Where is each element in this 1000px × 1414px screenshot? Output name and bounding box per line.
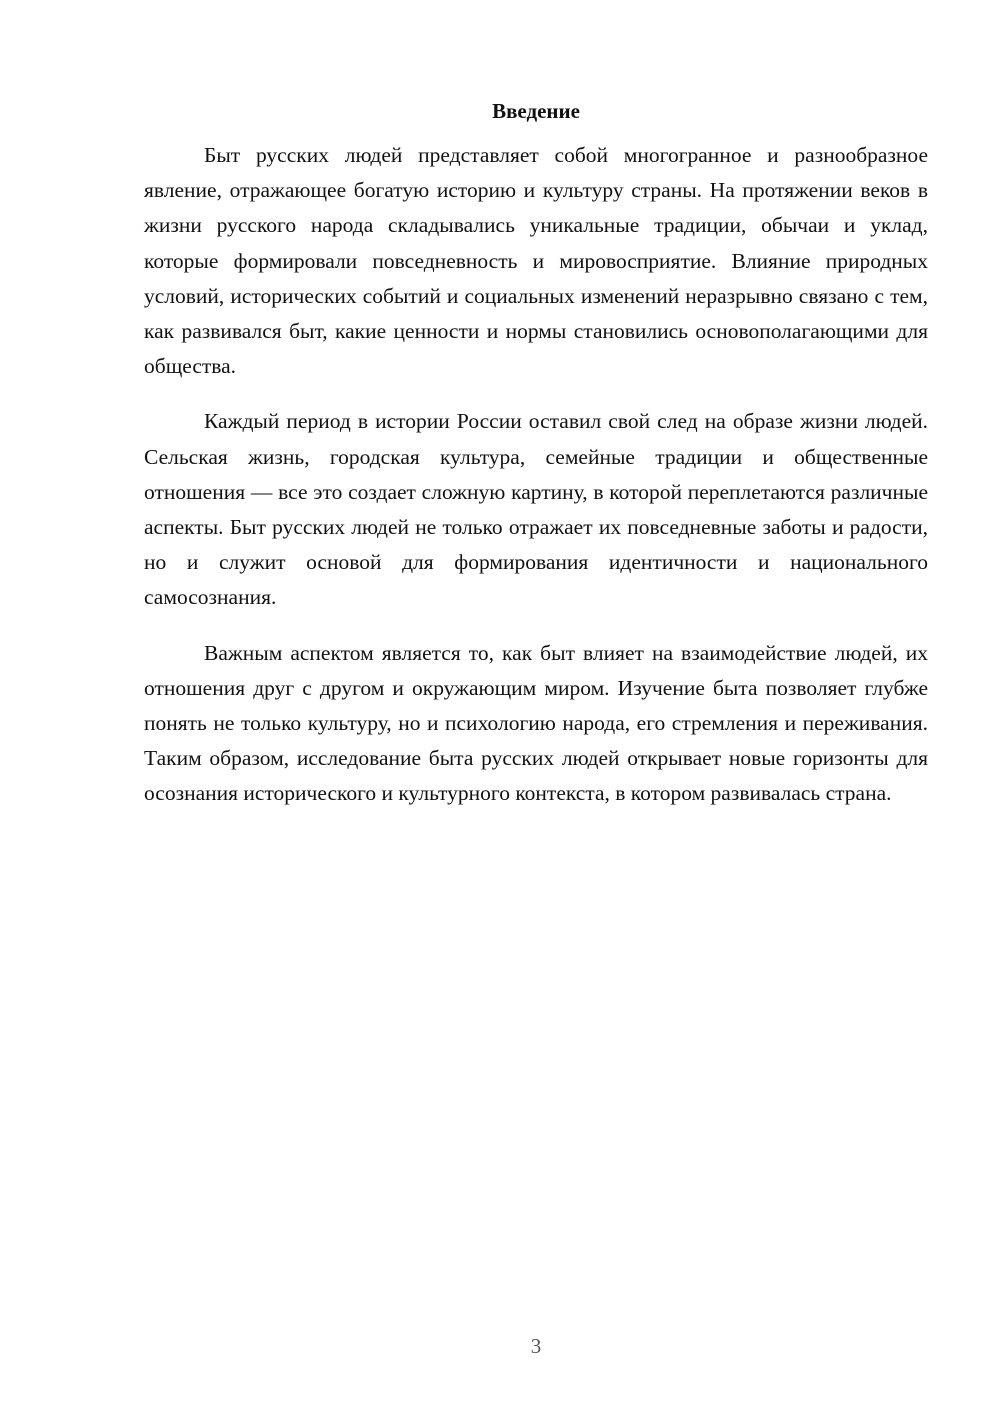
section-heading: Введение (492, 99, 580, 123)
paragraph-3: Важным аспектом является то, как быт влияет на взаимодействие людей, их отношения друг с другом и окружающим миром. Изучение быта позволяет глубже понять не только культуру, но и психологию народа, его стремления и переживания. Таким образом, исследование быта русских людей открывает новые горизонты для осознания исторического и культурного контекста, в котором развивалась страна. (144, 640, 928, 806)
page-content (144, 96, 928, 832)
paragraph-2: Каждый период в истории России оставил свой след на образе жизни людей. Сельская жизнь, городская культура, семейные традиции и общественные отношения — все это создает сложную картину, в которой переплетаются различные аспекты. Быт русских людей не только отражает их повседневные заботы и радости, но и служит основой для формирования идентичности и национального самосознания. (144, 409, 928, 610)
paragraph-1: Быт русских людей представляет собой многогранное и разнообразное явление, отражающее богатую историю и культуру страны. На протяжении веков в жизни русского народа складывались уникальные традиции, обычаи и уклад, которые формировали повседневность и мировосприятие. Влияние природных условий, исторических событий и социальных изменений неразрывно связано с тем, как развивался быт, какие ценности и нормы становились основополагающими для общества. (144, 143, 928, 379)
page-number: 3 (530, 1334, 542, 1358)
